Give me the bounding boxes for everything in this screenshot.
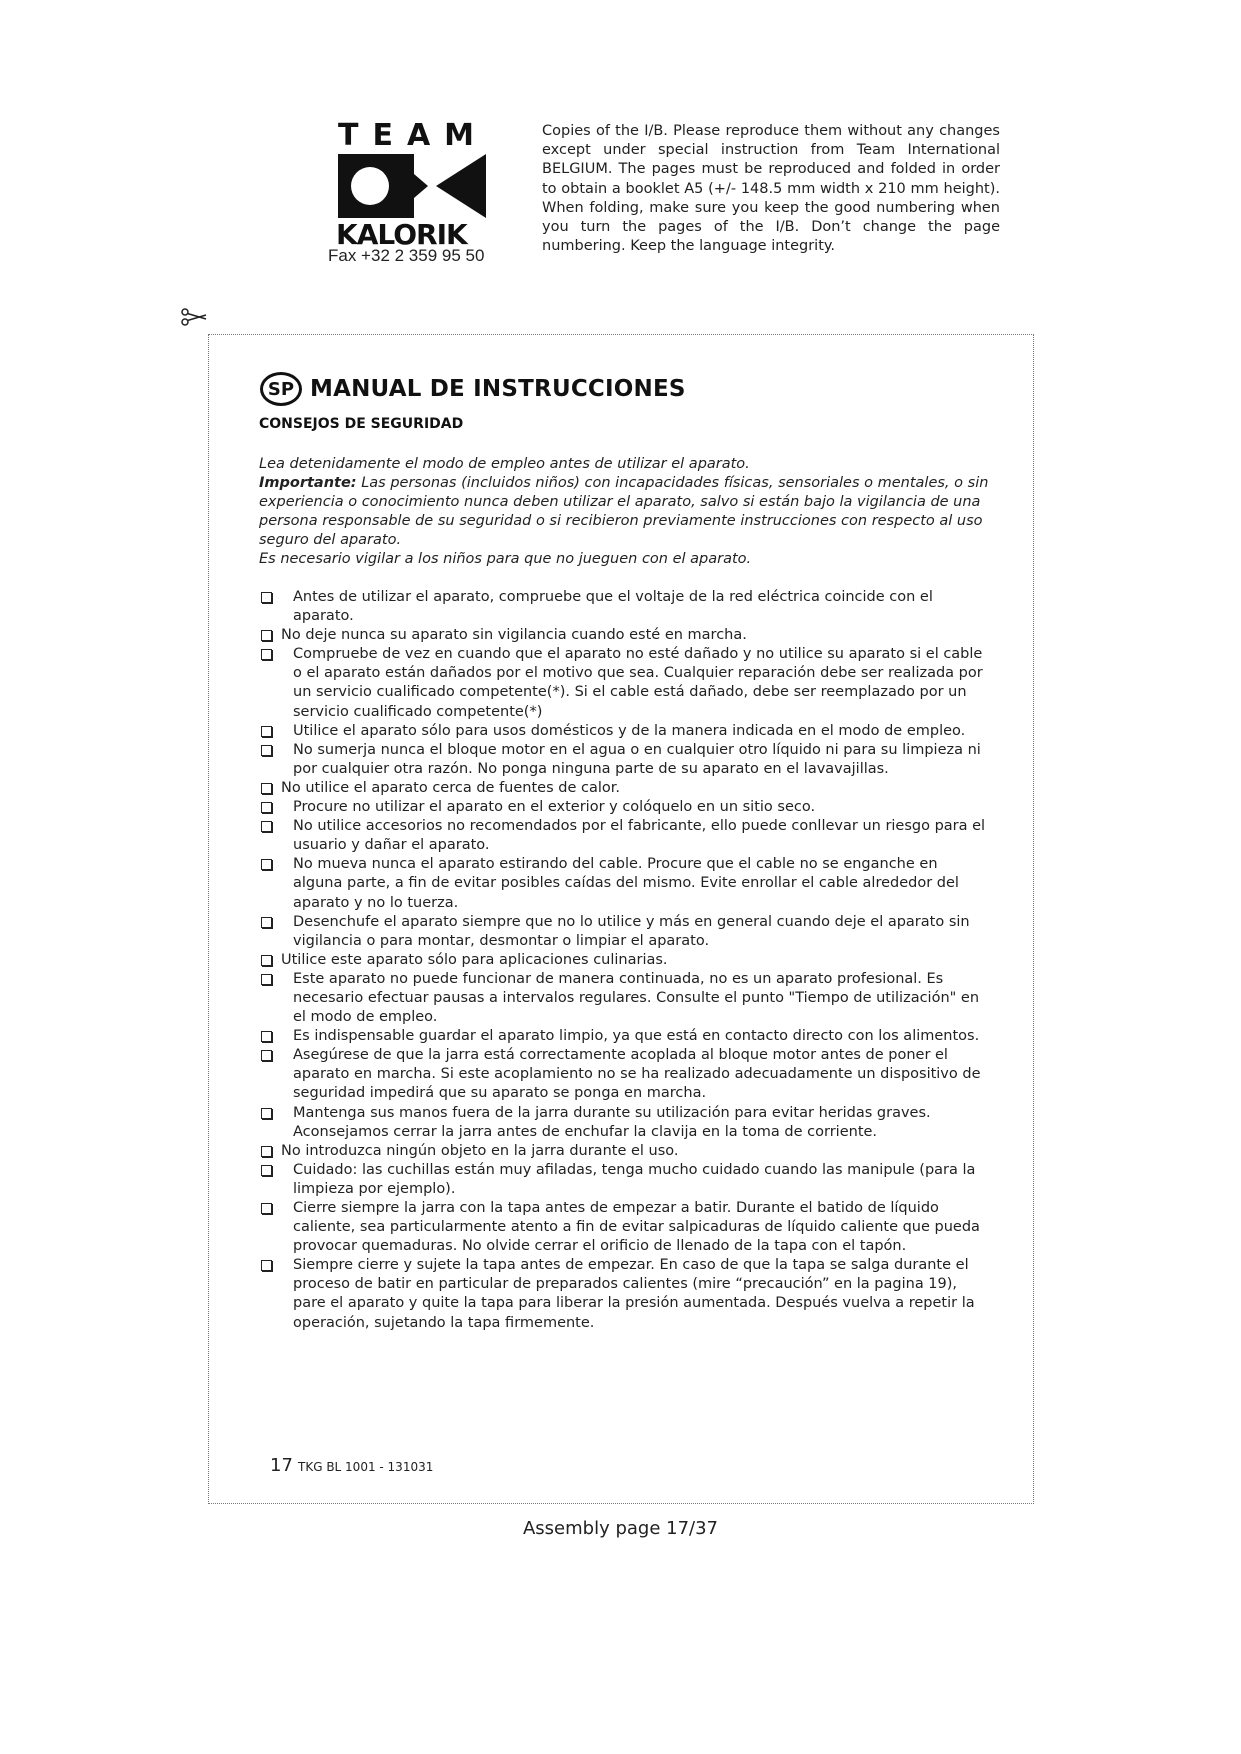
kalorik-logo-mark-icon (338, 154, 486, 218)
checkbox-bullet-icon (261, 859, 272, 870)
list-item: No utilice el aparato cerca de fuentes de calor. (259, 779, 989, 798)
list-item: Siempre cierre y sujete la tapa antes de empezar. En caso de que la tapa se salga durante el proceso de batir en particular de preparados calientes (mire “precaución” en la pagina 19), pare el aparato y quite la tapa para liberar la presión aumentada. Después vuelva a repetir la operación, sujetando la tapa firmemente. (259, 1256, 989, 1332)
intro-text (259, 455, 999, 569)
checkbox-bullet-icon (261, 630, 272, 641)
checkbox-bullet-icon (261, 783, 272, 794)
page-number: 17 (270, 1455, 293, 1476)
list-item: No introduzca ningún objeto en la jarra durante el uso. (259, 1142, 989, 1161)
assembly-page-label: Assembly page 17/37 (522, 1518, 719, 1539)
safety-list (259, 588, 989, 1333)
list-item: Es indispensable guardar el aparato limpio, ya que está en contacto directo con los alimentos. (259, 1027, 989, 1046)
scissors-icon (180, 308, 208, 326)
list-item: No deje nunca su aparato sin vigilancia cuando esté en marcha. (259, 626, 989, 645)
checkbox-bullet-icon (261, 1050, 272, 1061)
fax-number: Fax +32 2 359 95 50 (328, 246, 485, 265)
checkbox-bullet-icon (261, 1108, 272, 1119)
checkbox-bullet-icon (261, 592, 272, 603)
list-item: No utilice accesorios no recomendados por el fabricante, ello puede conllevar un riesgo para el usuario y dañar el aparato. (259, 817, 989, 855)
checkbox-bullet-icon (261, 1146, 272, 1157)
copy-instructions: Copies of the I/B. Please reproduce them without any changes except under special instruction from Team International BELGIUM. The pages must be reproduced and folded in order to obtain a booklet A5 (+/- 148.5 mm width x 210 mm height). When folding, make sure you keep the good numbering when you turn the pages of the I/B. Don’t change the page numbering. Keep the language integrity. (542, 123, 1000, 255)
important-label: Importante: (259, 475, 357, 491)
model-code: TKG BL 1001 - 131031 (298, 1460, 434, 1474)
page-title: MANUAL DE INSTRUCCIONES (310, 376, 686, 402)
intro-line: Es necesario vigilar a los niños para que no jueguen con el aparato. (259, 551, 752, 567)
intro-line: Lea detenidamente el modo de empleo antes de utilizar el aparato. (259, 456, 750, 472)
list-item: Desenchufe el aparato siempre que no lo utilice y más en general cuando deje el aparato sin vigilancia o para montar, desmontar o limpiar el aparato. (259, 913, 989, 951)
checkbox-bullet-icon (261, 726, 272, 737)
intro-important (259, 474, 999, 550)
checkbox-bullet-icon (261, 974, 272, 985)
checkbox-bullet-icon (261, 1031, 272, 1042)
important-text: Las personas (incluidos niños) con incapacidades físicas, sensoriales o mentales, o sin experiencia o conocimiento nunca deben utilizar el aparato, salvo si están bajo la vigilancia de una persona responsable de su seguridad o si recibieron previamente instrucciones con respecto al uso seguro del aparato. (259, 475, 989, 548)
list-item: Este aparato no puede funcionar de manera continuada, no es un aparato profesional. Es necesario efectuar pausas a intervalos regulares. Consulte el punto "Tiempo de utilización" en el modo de empleo. (259, 970, 989, 1027)
manual-header (260, 372, 686, 406)
list-item: Utilice este aparato sólo para aplicaciones culinarias. (259, 951, 989, 970)
logo-kalorik-text: KALORIK (336, 218, 467, 251)
checkbox-bullet-icon (261, 1260, 272, 1271)
checkbox-bullet-icon (261, 1203, 272, 1214)
list-item: Utilice el aparato sólo para usos domésticos y de la manera indicada en el modo de empleo. (259, 722, 989, 741)
checkbox-bullet-icon (261, 802, 272, 813)
list-item: Cierre siempre la jarra con la tapa antes de empezar a batir. Durante el batido de líquido caliente, sea particularmente atento a fin de evitar salpicaduras de líquido caliente que pueda provocar quemaduras. No olvide cerrar el orificio de llenado de la tapa con el tapón. (259, 1199, 989, 1256)
list-item: Procure no utilizar el aparato en el exterior y colóquelo en un sitio seco. (259, 798, 989, 817)
list-item: Asegúrese de que la jarra está correctamente acoplada al bloque motor antes de poner el aparato en marcha. Si este acoplamiento no se ha realizado adecuadamente un dispositivo de seguridad impedirá que su aparato se ponga en marcha. (259, 1046, 989, 1103)
checkbox-bullet-icon (261, 745, 272, 756)
list-item: Compruebe de vez en cuando que el aparato no esté dañado y no utilice su aparato si el cable o el aparato están dañados por el motivo que sea. Cualquier reparación debe ser realizada por un servicio cualificado competente(*). Si el cable está dañado, debe ser reemplazado por un servicio cualificado competente(*) (259, 645, 989, 721)
checkbox-bullet-icon (261, 649, 272, 660)
logo-team-text: TEAM (338, 118, 489, 153)
checkbox-bullet-icon (261, 917, 272, 928)
list-item: No sumerja nunca el bloque motor en el agua o en cualquier otro líquido ni para su limpieza ni por cualquier otra razón. No ponga ninguna parte de su aparato en el lavavajillas. (259, 741, 989, 779)
checkbox-bullet-icon (261, 955, 272, 966)
list-item: Antes de utilizar el aparato, compruebe que el voltaje de la red eléctrica coincide con el aparato. (259, 588, 989, 626)
list-item: Mantenga sus manos fuera de la jarra durante su utilización para evitar heridas graves. Aconsejamos cerrar la jarra antes de enchufar la clavija en la toma de corriente. (259, 1104, 989, 1142)
list-item: No mueva nunca el aparato estirando del cable. Procure que el cable no se enganche en alguna parte, a fin de evitar posibles caídas del mismo. Evite enrollar el cable alrededor del aparato y no lo tuerza. (259, 855, 989, 912)
language-badge: SP (260, 372, 302, 406)
section-title: CONSEJOS DE SEGURIDAD (259, 416, 464, 432)
checkbox-bullet-icon (261, 821, 272, 832)
list-item: Cuidado: las cuchillas están muy afiladas, tenga mucho cuidado cuando las manipule (para la limpieza por ejemplo). (259, 1161, 989, 1199)
checkbox-bullet-icon (261, 1165, 272, 1176)
